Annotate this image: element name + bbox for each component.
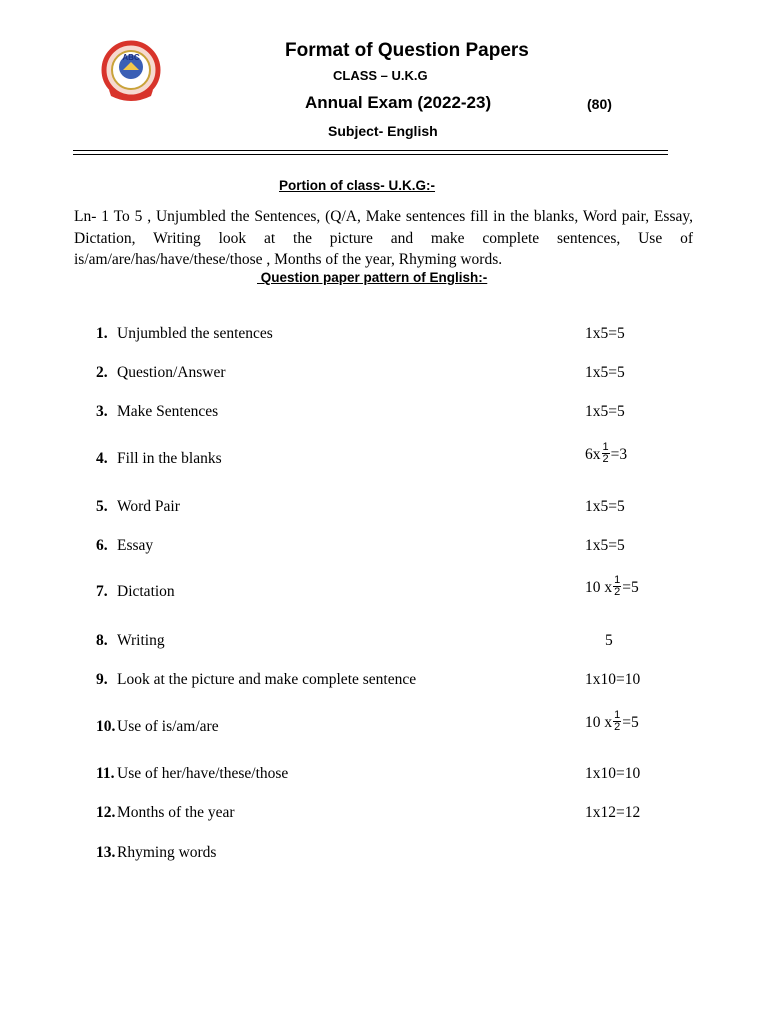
- exam-title: Annual Exam (2022-23): [305, 93, 492, 112]
- item-number: 9.: [96, 671, 108, 688]
- fraction-numerator: 1: [614, 574, 621, 586]
- item-marks: 1x5=5: [585, 325, 625, 342]
- marks-prefix: 10 x: [585, 713, 613, 731]
- item-label: Dictation: [117, 583, 175, 600]
- pattern-title: Question paper pattern of English:-: [257, 270, 488, 285]
- item-marks: 1x10=10: [585, 671, 641, 688]
- marks-prefix: 10 x: [585, 578, 613, 596]
- item-number: 7.: [96, 583, 108, 600]
- subject-line: Subject- English: [328, 123, 438, 139]
- item-marks: [585, 576, 639, 599]
- logo-text: ABC: [122, 53, 140, 62]
- item-label: Unjumbled the sentences: [117, 325, 273, 342]
- item-number: 8.: [96, 632, 108, 649]
- portion-text: Ln- 1 To 5 , Unjumbled the Sentences, (Q/A, Make sentences fill in the blanks, Word pair, Essay, Dictation, Writing look at the picture and make complete sentences, Use of is/am/are/has/have/these/those , Months of the year, Rhyming words.: [74, 208, 693, 268]
- item-label: Use of her/have/these/those: [117, 765, 289, 782]
- item-label: Writing: [117, 632, 165, 649]
- fraction-denominator: 2: [602, 453, 609, 465]
- item-label: Rhyming words: [117, 844, 217, 861]
- item-marks: 5: [605, 632, 613, 649]
- marks-suffix: =3: [610, 445, 628, 463]
- item-number: 12.: [96, 804, 116, 821]
- class-line: CLASS – U.K.G: [333, 68, 428, 83]
- item-number: 13.: [96, 844, 116, 861]
- item-marks: 1x5=5: [585, 364, 625, 381]
- fraction-numerator: 1: [602, 441, 609, 453]
- item-label: Make Sentences: [117, 403, 219, 420]
- item-marks: 1x5=5: [585, 403, 625, 420]
- page-title: Format of Question Papers: [285, 40, 529, 61]
- item-number: 5.: [96, 498, 108, 515]
- item-number: 3.: [96, 403, 108, 420]
- fraction-denominator: 2: [614, 586, 621, 598]
- item-marks: [585, 443, 627, 466]
- item-marks: 1x5=5: [585, 537, 625, 554]
- header-divider-bottom: [73, 154, 668, 155]
- header-divider-top: [73, 150, 668, 151]
- item-label: Look at the picture and make complete sentence: [117, 671, 417, 688]
- half-fraction: [613, 575, 621, 598]
- portion-title: Portion of class- U.K.G:-: [279, 178, 436, 193]
- item-marks: 1x10=10: [585, 765, 641, 782]
- fraction-denominator: 2: [614, 721, 621, 733]
- school-logo: [97, 40, 169, 108]
- total-marks: (80): [587, 96, 612, 112]
- marks-suffix: =5: [622, 578, 639, 596]
- marks-prefix: 6x: [585, 445, 601, 463]
- half-fraction: [602, 442, 610, 465]
- item-label: Fill in the blanks: [117, 450, 222, 467]
- item-label: Use of is/am/are: [117, 718, 219, 735]
- item-label: Essay: [117, 537, 154, 554]
- item-number: 11.: [96, 765, 115, 782]
- fraction-numerator: 1: [614, 709, 621, 721]
- item-number: 10.: [96, 718, 116, 735]
- item-number: 4.: [96, 450, 108, 467]
- item-marks: [585, 711, 639, 734]
- item-label: Word Pair: [117, 498, 180, 515]
- item-label: Months of the year: [117, 804, 235, 821]
- item-marks: 1x12=12: [585, 804, 641, 821]
- item-marks: 1x5=5: [585, 498, 625, 515]
- item-number: 1.: [96, 325, 108, 342]
- item-number: 6.: [96, 537, 108, 554]
- item-number: 2.: [96, 364, 108, 381]
- half-fraction: [613, 710, 621, 733]
- marks-suffix: =5: [622, 713, 639, 731]
- item-label: Question/Answer: [117, 364, 226, 381]
